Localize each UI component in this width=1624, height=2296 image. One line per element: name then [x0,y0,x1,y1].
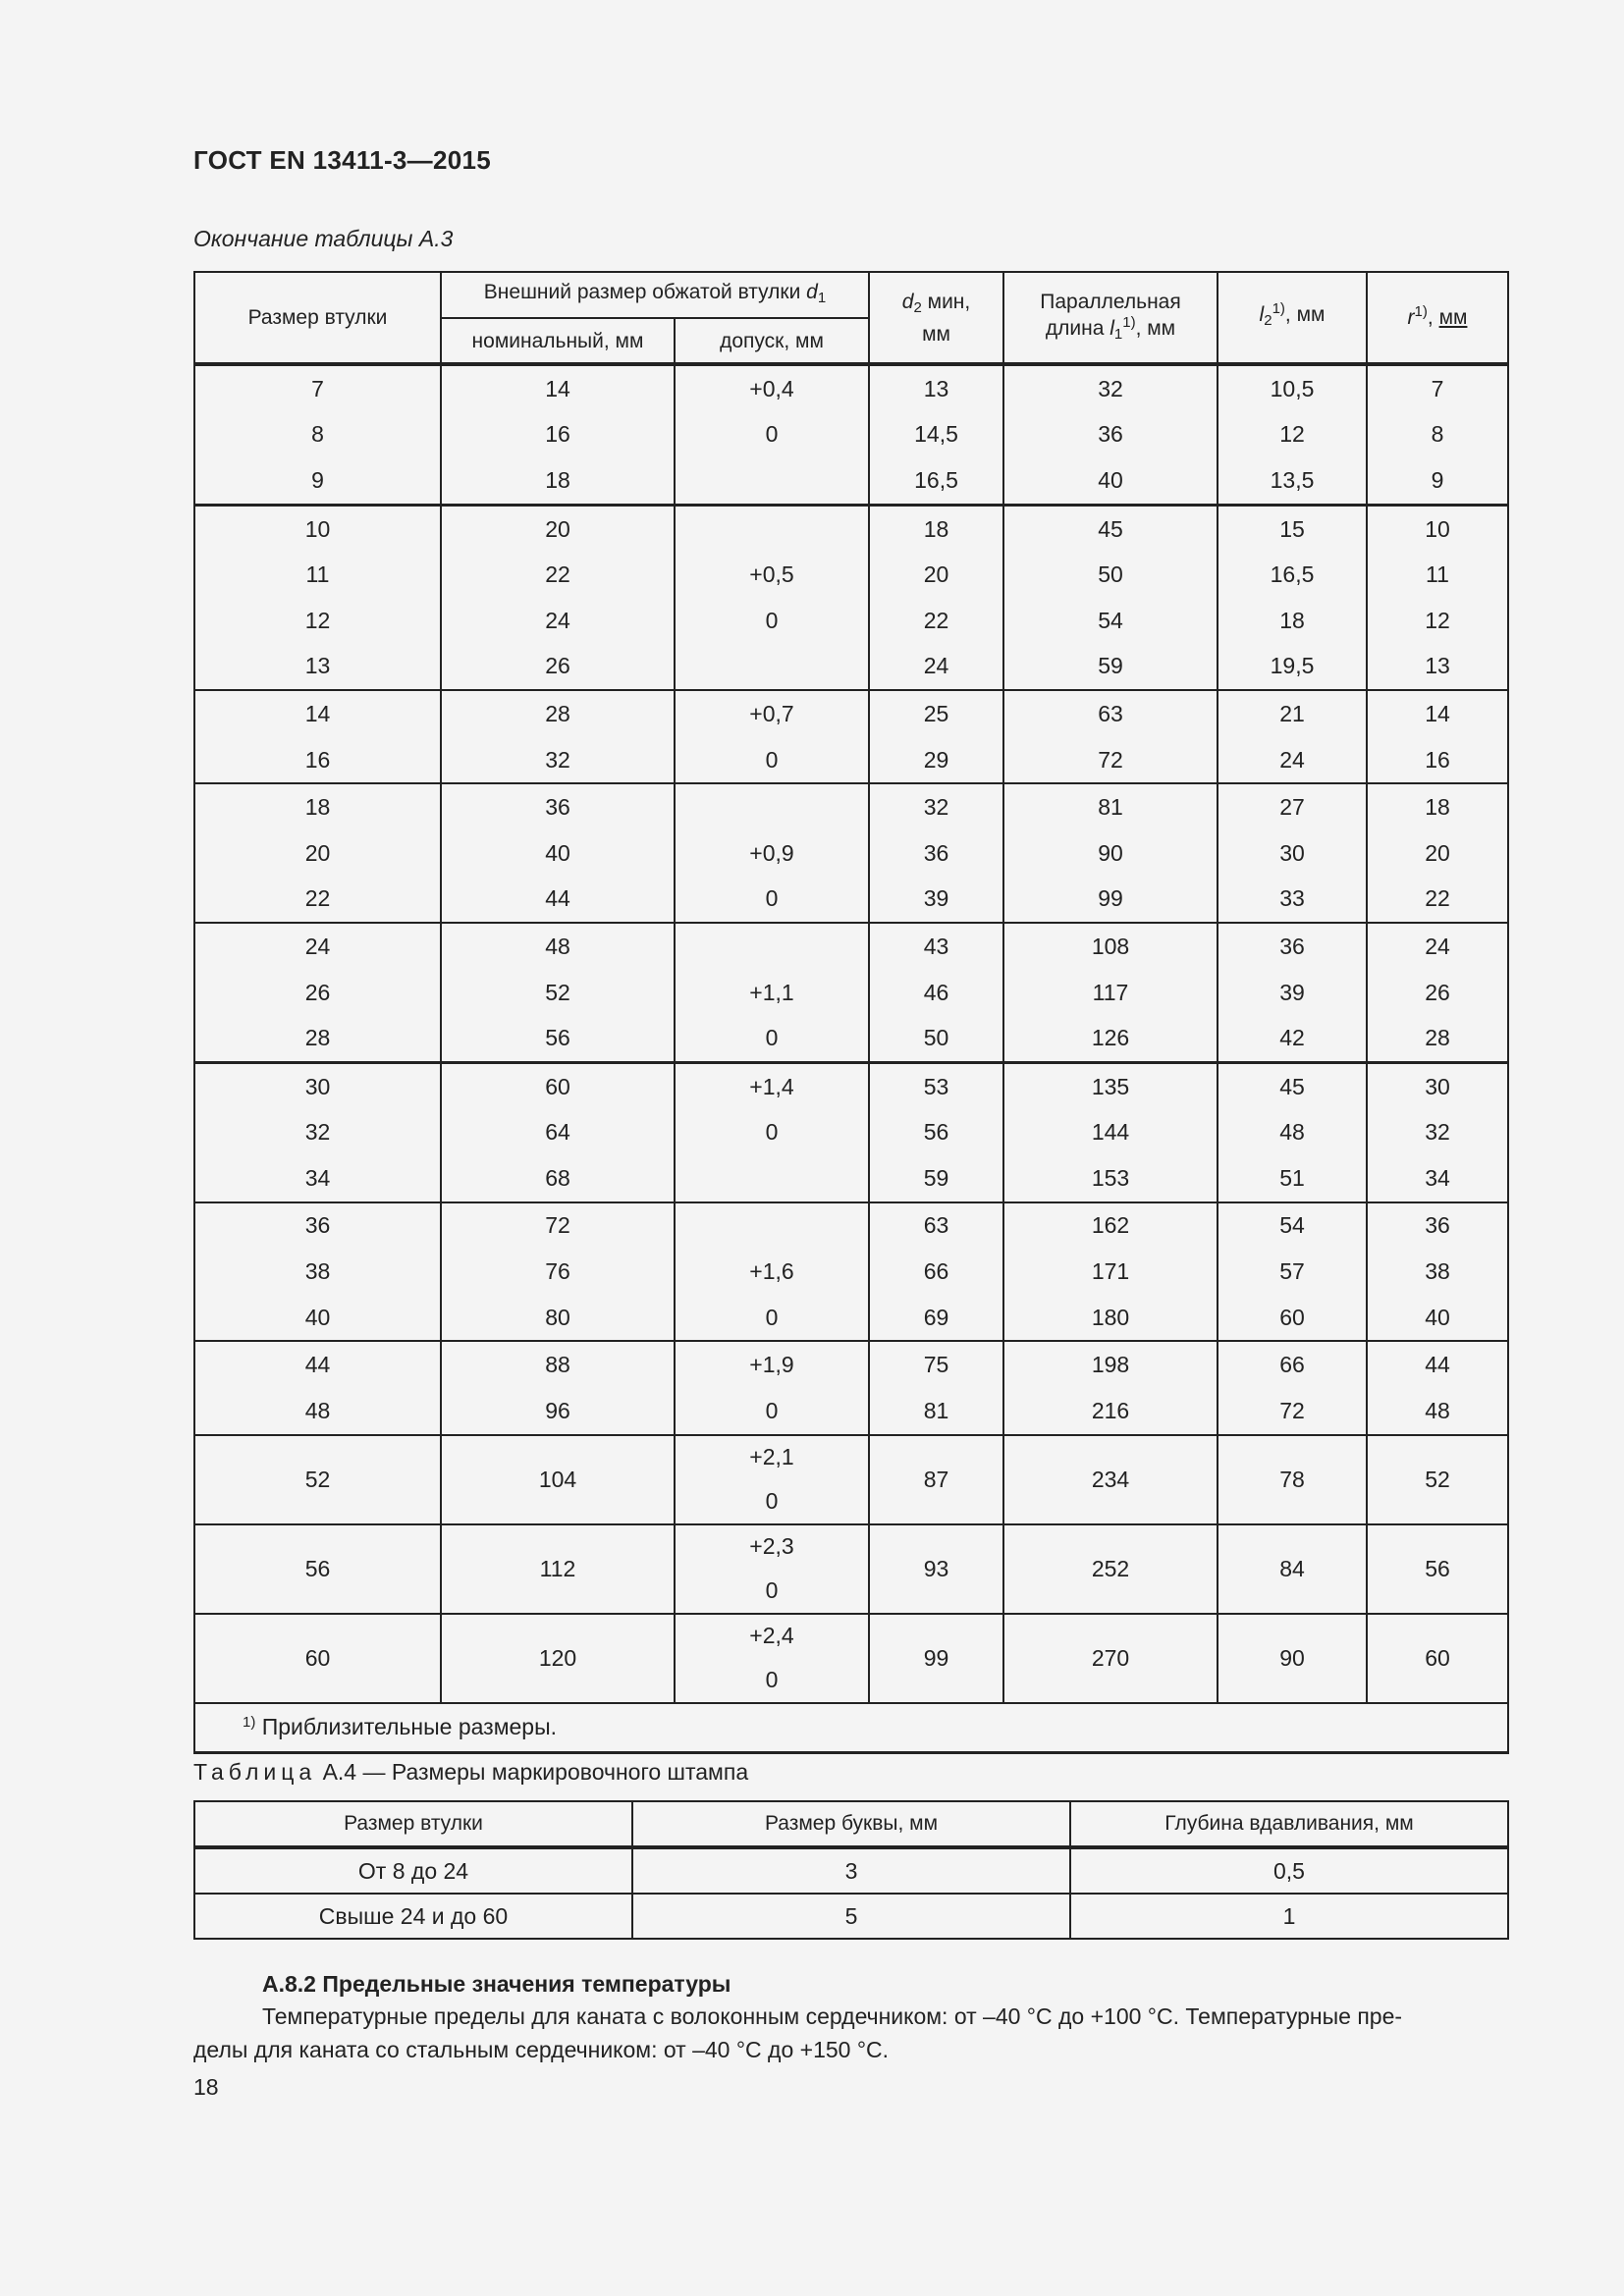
table-a3 [193,271,1509,1754]
cell-l1: 45 [1003,505,1218,552]
table-footnote-row [194,1703,1508,1753]
section-body [193,2000,1507,2066]
table-group [194,783,1508,923]
section-line-2: делы для каната со стальным сердечником: от –40 °С до +150 °С. [193,2037,890,2062]
cell-tolerance [675,505,869,552]
cell-r: 48 [1367,1388,1508,1435]
cell-size: 22 [194,877,441,924]
cell-tolerance: 0 [675,598,869,644]
cell-d2: 39 [869,877,1003,924]
cell-nominal: 44 [441,877,675,924]
cell-tolerance: 0 [675,737,869,784]
cell-nominal: 120 [441,1614,675,1703]
table-row [194,1155,1508,1202]
cell-l1: 50 [1003,552,1218,598]
tolerance-stack [676,1525,868,1613]
cell-l1: 171 [1003,1249,1218,1295]
cell-l2: 33 [1218,877,1367,924]
cell-l1: 198 [1003,1341,1218,1388]
cell-nominal: 88 [441,1341,675,1388]
cell-nominal: 14 [441,364,675,412]
cell-size: 13 [194,644,441,691]
cell-size: 26 [194,970,441,1016]
cell-tolerance [675,1614,869,1703]
table-row [194,1341,1508,1388]
cell-nominal: 60 [441,1062,675,1109]
table-a4 [193,1800,1509,1940]
cell-size: 34 [194,1155,441,1202]
cell-nominal: 52 [441,970,675,1016]
table-row [194,877,1508,924]
cell-d2: 81 [869,1388,1003,1435]
tolerance-upper: +2,3 [749,1533,794,1560]
table-row [194,364,1508,412]
table-row [194,737,1508,784]
table-cell: 0,5 [1070,1847,1508,1894]
table-group [194,923,1508,1062]
cell-tolerance: 0 [675,1388,869,1435]
cell-l2: 18 [1218,598,1367,644]
cell-l2: 48 [1218,1110,1367,1156]
cell-l2: 10,5 [1218,364,1367,412]
cell-nominal: 24 [441,598,675,644]
table-row [194,970,1508,1016]
table-group [194,505,1508,690]
cell-nominal: 16 [441,412,675,458]
cell-tolerance: 0 [675,1015,869,1062]
cell-nominal: 18 [441,457,675,505]
cell-tolerance: +1,4 [675,1062,869,1109]
header-size: Размер втулки [194,272,441,364]
cell-tolerance: +1,6 [675,1249,869,1295]
cell-nominal: 112 [441,1524,675,1614]
cell-size: 40 [194,1295,441,1342]
cell-tolerance: +0,5 [675,552,869,598]
cell-d2: 93 [869,1524,1003,1614]
cell-l2: 78 [1218,1435,1367,1524]
cell-l1: 108 [1003,923,1218,970]
table-row [194,1435,1508,1524]
cell-r: 52 [1367,1435,1508,1524]
cell-nominal: 28 [441,690,675,737]
table-group [194,690,1508,783]
cell-l1: 117 [1003,970,1218,1016]
cell-r: 60 [1367,1614,1508,1703]
cell-nominal: 26 [441,644,675,691]
cell-tolerance [675,1155,869,1202]
cell-d2: 75 [869,1341,1003,1388]
header-d2: $d_2$ мин, мм [869,272,1003,364]
table-group [194,1062,1508,1201]
cell-size: 20 [194,830,441,877]
tolerance-stack [676,1436,868,1523]
cell-size: 11 [194,552,441,598]
cell-l2: 90 [1218,1614,1367,1703]
header-l2: $l_2^{1)}$, мм [1218,272,1367,364]
table-row [194,923,1508,970]
cell-r: 14 [1367,690,1508,737]
cell-r: 36 [1367,1202,1508,1250]
cell-tolerance [675,1435,869,1524]
cell-l2: 13,5 [1218,457,1367,505]
section-title: А.8.2 Предельные значения температуры [262,1971,731,1997]
cell-r: 12 [1367,598,1508,644]
cell-size: 9 [194,457,441,505]
table-group [194,1435,1508,1524]
table-row [194,644,1508,691]
cell-tolerance [675,1524,869,1614]
cell-tolerance: +1,1 [675,970,869,1016]
cell-size: 12 [194,598,441,644]
cell-d2: 20 [869,552,1003,598]
cell-l2: 45 [1218,1062,1367,1109]
cell-d2: 24 [869,644,1003,691]
cell-size: 30 [194,1062,441,1109]
cell-l1: 234 [1003,1435,1218,1524]
cell-d2: 66 [869,1249,1003,1295]
cell-l1: 90 [1003,830,1218,877]
header-sleeve-size: Размер втулки [194,1801,632,1847]
cell-nominal: 56 [441,1015,675,1062]
cell-l1: 36 [1003,412,1218,458]
cell-r: 22 [1367,877,1508,924]
cell-l2: 72 [1218,1388,1367,1435]
cell-d2: 14,5 [869,412,1003,458]
cell-r: 18 [1367,783,1508,830]
cell-l1: 180 [1003,1295,1218,1342]
table-row [194,1894,1508,1939]
cell-d2: 63 [869,1202,1003,1250]
cell-nominal: 20 [441,505,675,552]
cell-l1: 216 [1003,1388,1218,1435]
cell-size: 56 [194,1524,441,1614]
cell-l2: 42 [1218,1015,1367,1062]
cell-nominal: 68 [441,1155,675,1202]
header-parallel-length: Параллельная длина $l_1^{1)}$, мм [1003,272,1218,364]
cell-r: 44 [1367,1341,1508,1388]
cell-size: 8 [194,412,441,458]
cell-d2: 56 [869,1110,1003,1156]
table-group [194,1614,1508,1703]
table-row [194,1295,1508,1342]
page-number: 18 [193,2074,219,2100]
cell-r: 32 [1367,1110,1508,1156]
cell-l1: 32 [1003,364,1218,412]
table-cell: 5 [632,1894,1070,1939]
cell-l1: 54 [1003,598,1218,644]
cell-l2: 21 [1218,690,1367,737]
cell-l1: 126 [1003,1015,1218,1062]
table-row [194,505,1508,552]
cell-size: 28 [194,1015,441,1062]
cell-nominal: 48 [441,923,675,970]
cell-l2: 39 [1218,970,1367,1016]
cell-tolerance: +1,9 [675,1341,869,1388]
header-stamp-depth: Глубина вдавливания, мм [1070,1801,1508,1847]
document-header: ГОСТ EN 13411-3—2015 [193,145,492,175]
cell-r: 8 [1367,412,1508,458]
cell-r: 56 [1367,1524,1508,1614]
cell-d2: 16,5 [869,457,1003,505]
cell-nominal: 40 [441,830,675,877]
cell-tolerance [675,783,869,830]
tolerance-lower: 0 [765,1666,779,1692]
cell-d2: 36 [869,830,1003,877]
table-group [194,364,1508,505]
cell-d2: 32 [869,783,1003,830]
cell-nominal: 36 [441,783,675,830]
cell-tolerance: 0 [675,1110,869,1156]
cell-nominal: 22 [441,552,675,598]
cell-l1: 63 [1003,690,1218,737]
tolerance-stack [676,1615,868,1702]
cell-size: 36 [194,1202,441,1250]
cell-l2: 57 [1218,1249,1367,1295]
header-outer-size: Внешний размер обжатой втулки $d_1$ [441,272,869,318]
header-r: $r^{1)}$, мм [1367,272,1508,364]
table-row [194,457,1508,505]
cell-tolerance [675,1202,869,1250]
cell-l1: 144 [1003,1110,1218,1156]
cell-l1: 162 [1003,1202,1218,1250]
table-cell: 1 [1070,1894,1508,1939]
cell-d2: 99 [869,1614,1003,1703]
tolerance-lower: 0 [765,1487,779,1514]
cell-l2: 54 [1218,1202,1367,1250]
table-group [194,1341,1508,1434]
cell-r: 38 [1367,1249,1508,1295]
cell-l2: 66 [1218,1341,1367,1388]
tolerance-upper: +2,4 [749,1623,794,1649]
table-row [194,1388,1508,1435]
cell-tolerance: +0,9 [675,830,869,877]
tolerance-lower: 0 [765,1576,779,1603]
cell-d2: 13 [869,364,1003,412]
cell-nominal: 104 [441,1435,675,1524]
cell-l2: 84 [1218,1524,1367,1614]
cell-tolerance [675,457,869,505]
table-row [194,1015,1508,1062]
cell-size: 60 [194,1614,441,1703]
cell-r: 28 [1367,1015,1508,1062]
cell-l2: 24 [1218,737,1367,784]
table-row [194,1847,1508,1894]
cell-size: 10 [194,505,441,552]
table-row [194,1062,1508,1109]
cell-l2: 19,5 [1218,644,1367,691]
table-row [194,1249,1508,1295]
cell-r: 40 [1367,1295,1508,1342]
cell-r: 13 [1367,644,1508,691]
cell-l1: 72 [1003,737,1218,784]
cell-d2: 87 [869,1435,1003,1524]
table-row [194,1110,1508,1156]
header-tolerance: допуск, мм [675,318,869,364]
cell-r: 10 [1367,505,1508,552]
cell-size: 7 [194,364,441,412]
cell-l1: 40 [1003,457,1218,505]
cell-d2: 18 [869,505,1003,552]
cell-r: 20 [1367,830,1508,877]
cell-size: 14 [194,690,441,737]
cell-l2: 12 [1218,412,1367,458]
cell-nominal: 72 [441,1202,675,1250]
cell-nominal: 64 [441,1110,675,1156]
cell-l2: 27 [1218,783,1367,830]
cell-l2: 15 [1218,505,1367,552]
cell-tolerance [675,923,869,970]
cell-r: 24 [1367,923,1508,970]
cell-tolerance: 0 [675,412,869,458]
cell-r: 9 [1367,457,1508,505]
table-row [194,412,1508,458]
cell-l1: 59 [1003,644,1218,691]
cell-r: 30 [1367,1062,1508,1109]
table-row [194,552,1508,598]
cell-l2: 30 [1218,830,1367,877]
cell-l1: 252 [1003,1524,1218,1614]
table-row [194,690,1508,737]
cell-r: 7 [1367,364,1508,412]
tolerance-upper: +2,1 [749,1444,794,1470]
cell-d2: 53 [869,1062,1003,1109]
cell-l1: 270 [1003,1614,1218,1703]
cell-l2: 36 [1218,923,1367,970]
table-cell: 3 [632,1847,1070,1894]
cell-d2: 25 [869,690,1003,737]
cell-size: 18 [194,783,441,830]
table-row [194,598,1508,644]
cell-size: 48 [194,1388,441,1435]
table-footnote: $^{1)}$ Приблизительные размеры. [194,1703,1508,1753]
table-a3-caption: Окончание таблицы А.3 [193,226,454,251]
cell-nominal: 76 [441,1249,675,1295]
cell-tolerance: 0 [675,1295,869,1342]
cell-size: 32 [194,1110,441,1156]
cell-l2: 60 [1218,1295,1367,1342]
cell-tolerance: +0,7 [675,690,869,737]
header-letter-size: Размер буквы, мм [632,1801,1070,1847]
cell-l1: 135 [1003,1062,1218,1109]
cell-tolerance [675,644,869,691]
cell-size: 24 [194,923,441,970]
cell-nominal: 80 [441,1295,675,1342]
cell-d2: 46 [869,970,1003,1016]
cell-tolerance: 0 [675,877,869,924]
table-group [194,1202,1508,1342]
cell-r: 26 [1367,970,1508,1016]
cell-nominal: 32 [441,737,675,784]
cell-l2: 51 [1218,1155,1367,1202]
cell-size: 16 [194,737,441,784]
table-row [194,1202,1508,1250]
cell-d2: 29 [869,737,1003,784]
cell-l1: 99 [1003,877,1218,924]
cell-r: 16 [1367,737,1508,784]
cell-d2: 22 [869,598,1003,644]
cell-size: 52 [194,1435,441,1524]
cell-d2: 50 [869,1015,1003,1062]
table-cell: Свыше 24 и до 60 [194,1894,632,1939]
cell-r: 34 [1367,1155,1508,1202]
table-row [194,1524,1508,1614]
cell-size: 44 [194,1341,441,1388]
table-group [194,1524,1508,1614]
cell-l2: 16,5 [1218,552,1367,598]
cell-tolerance: +0,4 [675,364,869,412]
header-nominal: номинальный, мм [441,318,675,364]
cell-l1: 81 [1003,783,1218,830]
section-line-1: Температурные пределы для каната с волоконным сердечником: от –40 °С до +100 °С. Температурные пре- [262,2003,1403,2029]
table-row [194,1614,1508,1703]
table-row [194,830,1508,877]
cell-nominal: 96 [441,1388,675,1435]
cell-size: 38 [194,1249,441,1295]
table-cell: От 8 до 24 [194,1847,632,1894]
cell-l1: 153 [1003,1155,1218,1202]
cell-r: 11 [1367,552,1508,598]
cell-d2: 59 [869,1155,1003,1202]
table-a4-caption: Таблица А.4 — Размеры маркировочного штампа [193,1759,749,1785]
table-row [194,783,1508,830]
cell-d2: 43 [869,923,1003,970]
cell-d2: 69 [869,1295,1003,1342]
